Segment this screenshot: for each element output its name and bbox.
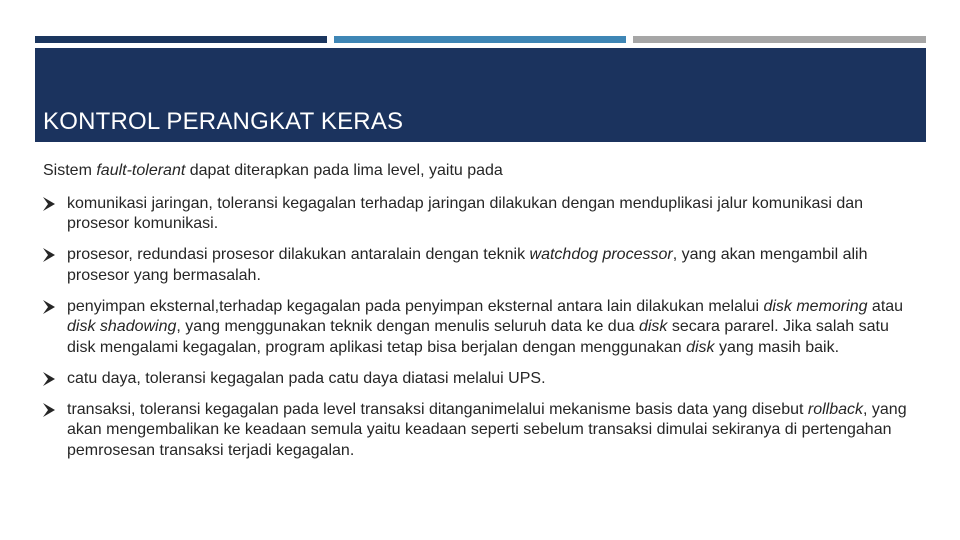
bullet-item-prosesor xyxy=(43,245,913,286)
intro-paragraph xyxy=(43,161,913,182)
bullet-text: , yang akan mengambil alih prosesor yang bermasalah. xyxy=(67,246,868,284)
accent-bar-light-blue xyxy=(334,36,626,43)
arrowhead-bullet-icon xyxy=(43,248,55,262)
bullet-text: komunikasi jaringan, toleransi kegagalan terhadap jaringan dilakukan dengan menduplikasi jalur komunikasi dan prosesor komunikasi. xyxy=(67,194,864,232)
bullet-text: , yang akan mengembalikan ke keadaan semula yaitu keadaan seperti sebelum transaksi dimulai sekiranya di pertengahan pemrosesan transaksi terjadi kegagalan. xyxy=(67,400,907,459)
bullet-item-transaksi xyxy=(43,400,913,462)
bullet-text: , yang menggunakan teknik dengan menulis seluruh data ke dua xyxy=(176,318,639,335)
title-band xyxy=(35,48,926,142)
bullet-item-penyimpan-eksternal xyxy=(43,297,913,359)
bullet-emphasis: disk memoring xyxy=(763,297,868,315)
bullet-text: secara pararel. Jika salah satu disk mengalami kegagalan, program aplikasi tetap bisa berjalan dengan menggunakan xyxy=(67,318,889,356)
bullet-item-catu-daya xyxy=(43,369,913,390)
bullet-emphasis: watchdog processor xyxy=(529,246,673,263)
arrowhead-bullet-icon xyxy=(43,300,55,314)
bullet-list xyxy=(43,194,913,462)
arrowhead-bullet-icon xyxy=(43,403,55,417)
intro-emphasis: fault-tolerant xyxy=(96,162,186,179)
bullet-emphasis: disk xyxy=(638,318,668,335)
arrowhead-bullet-icon xyxy=(43,197,55,211)
bullet-emphasis: disk shadowing xyxy=(67,318,177,335)
intro-text: dapat diterapkan pada lima level, yaitu pada xyxy=(185,162,503,179)
intro-text: Sistem xyxy=(43,162,97,179)
slide-title: KONTROL PERANGKAT KERAS xyxy=(43,108,404,135)
slide-body xyxy=(43,161,913,472)
bullet-text: penyimpan eksternal,terhadap kegagalan pada penyimpan eksternal antara lain dilakukan melalui xyxy=(67,297,764,315)
arrowhead-bullet-icon xyxy=(43,372,55,386)
bullet-item-komunikasi-jaringan xyxy=(43,194,913,235)
bullet-text: yang masih baik. xyxy=(714,338,840,356)
bullet-emphasis: disk xyxy=(686,338,715,356)
bullet-text: catu daya, toleransi kegagalan pada catu daya diatasi melalui UPS. xyxy=(67,369,546,387)
bullet-emphasis: rollback xyxy=(807,400,864,418)
accent-bar-gray xyxy=(633,36,926,43)
bullet-text: transaksi, toleransi kegagalan pada level transaksi ditanganimelalui mekanisme basis data yang disebut xyxy=(67,400,808,418)
accent-bar-dark-blue xyxy=(35,36,327,43)
bullet-text: prosesor, redundasi prosesor dilakukan antaralain dengan teknik xyxy=(67,246,530,263)
bullet-text: atau xyxy=(867,297,904,315)
